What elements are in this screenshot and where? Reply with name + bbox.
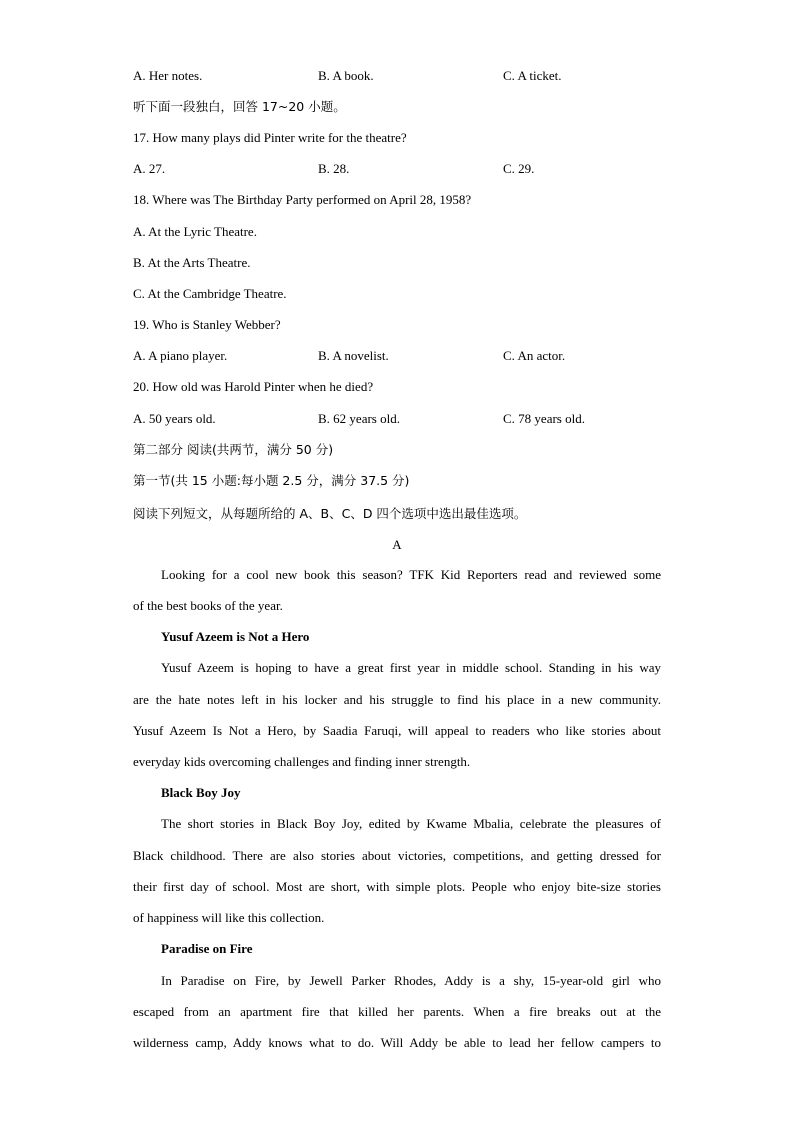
q19-option-a: A. A piano player. — [133, 348, 228, 363]
book2-title: Black Boy Joy — [161, 785, 241, 800]
book3-line-2: escaped from an apartment fire that killed her parents. When a fire breaks out at the — [133, 1004, 661, 1019]
book1-line-4: everyday kids overcoming challenges and finding inner strength. — [133, 754, 471, 769]
reading-instruction: 阅读下列短文，从每题所给的 A、B、C、D 四个选项中选出最佳选项。 — [133, 506, 527, 521]
q18-option-c: C. At the Cambridge Theatre. — [133, 286, 287, 301]
section1-title: 第一节(共 15 小题:每小题 2.5 分，满分 37.5 分) — [133, 473, 410, 488]
book2-line-4: of happiness will like this collection. — [133, 910, 325, 925]
q18-question: 18. Where was The Birthday Party performed on April 28, 1958? — [133, 192, 472, 207]
q17-option-b: B. 28. — [318, 161, 350, 176]
q17-option-a: A. 27. — [133, 161, 166, 176]
q17-option-c: C. 29. — [503, 161, 535, 176]
q19-option-c: C. An actor. — [503, 348, 566, 363]
q16-option-b: B. A book. — [318, 68, 374, 83]
q20-option-b: B. 62 years old. — [318, 411, 400, 426]
instruction-17-20: 听下面一段独白，回答 17~20 小题。 — [133, 99, 346, 114]
q20-question: 20. How old was Harold Pinter when he died? — [133, 379, 374, 394]
q16-option-c: C. A ticket. — [503, 68, 562, 83]
book1-line-2: are the hate notes left in his locker and his struggle to find his place in a new community. — [133, 692, 661, 707]
book1-line-3: Yusuf Azeem Is Not a Hero, by Saadia Faruqi, will appeal to readers who like stories about — [133, 723, 661, 738]
q20-option-c: C. 78 years old. — [503, 411, 585, 426]
q18-option-a: A. At the Lyric Theatre. — [133, 224, 257, 239]
intro-line-1: Looking for a cool new book this season? TFK Kid Reporters read and reviewed some — [161, 567, 661, 582]
book3-title: Paradise on Fire — [161, 941, 253, 956]
book3-line-1: In Paradise on Fire, by Jewell Parker Rhodes, Addy is a shy, 15-year-old girl who — [161, 973, 661, 988]
book2-line-1: The short stories in Black Boy Joy, edited by Kwame Mbalia, celebrate the pleasures of — [161, 816, 661, 831]
book1-title: Yusuf Azeem is Not a Hero — [161, 629, 310, 644]
q17-question: 17. How many plays did Pinter write for the theatre? — [133, 130, 407, 145]
q19-option-b: B. A novelist. — [318, 348, 389, 363]
book1-line-1: Yusuf Azeem is hoping to have a great first year in middle school. Standing in his way — [161, 660, 661, 675]
part2-title: 第二部分 阅读(共两节，满分 50 分) — [133, 442, 334, 457]
q16-option-a: A. Her notes. — [133, 68, 203, 83]
q19-question: 19. Who is Stanley Webber? — [133, 317, 281, 332]
passage-label: A — [392, 537, 402, 552]
q20-option-a: A. 50 years old. — [133, 411, 216, 426]
q18-option-b: B. At the Arts Theatre. — [133, 255, 251, 270]
book3-line-3: wilderness camp, Addy knows what to do. Will Addy be able to lead her fellow campers to — [133, 1035, 661, 1050]
book2-line-2: Black childhood. There are also stories about victories, competitions, and getting dressed for — [133, 848, 661, 863]
book2-line-3: their first day of school. Most are short, with simple plots. People who enjoy bite-size stories — [133, 879, 661, 894]
intro-line-2: of the best books of the year. — [133, 598, 283, 613]
